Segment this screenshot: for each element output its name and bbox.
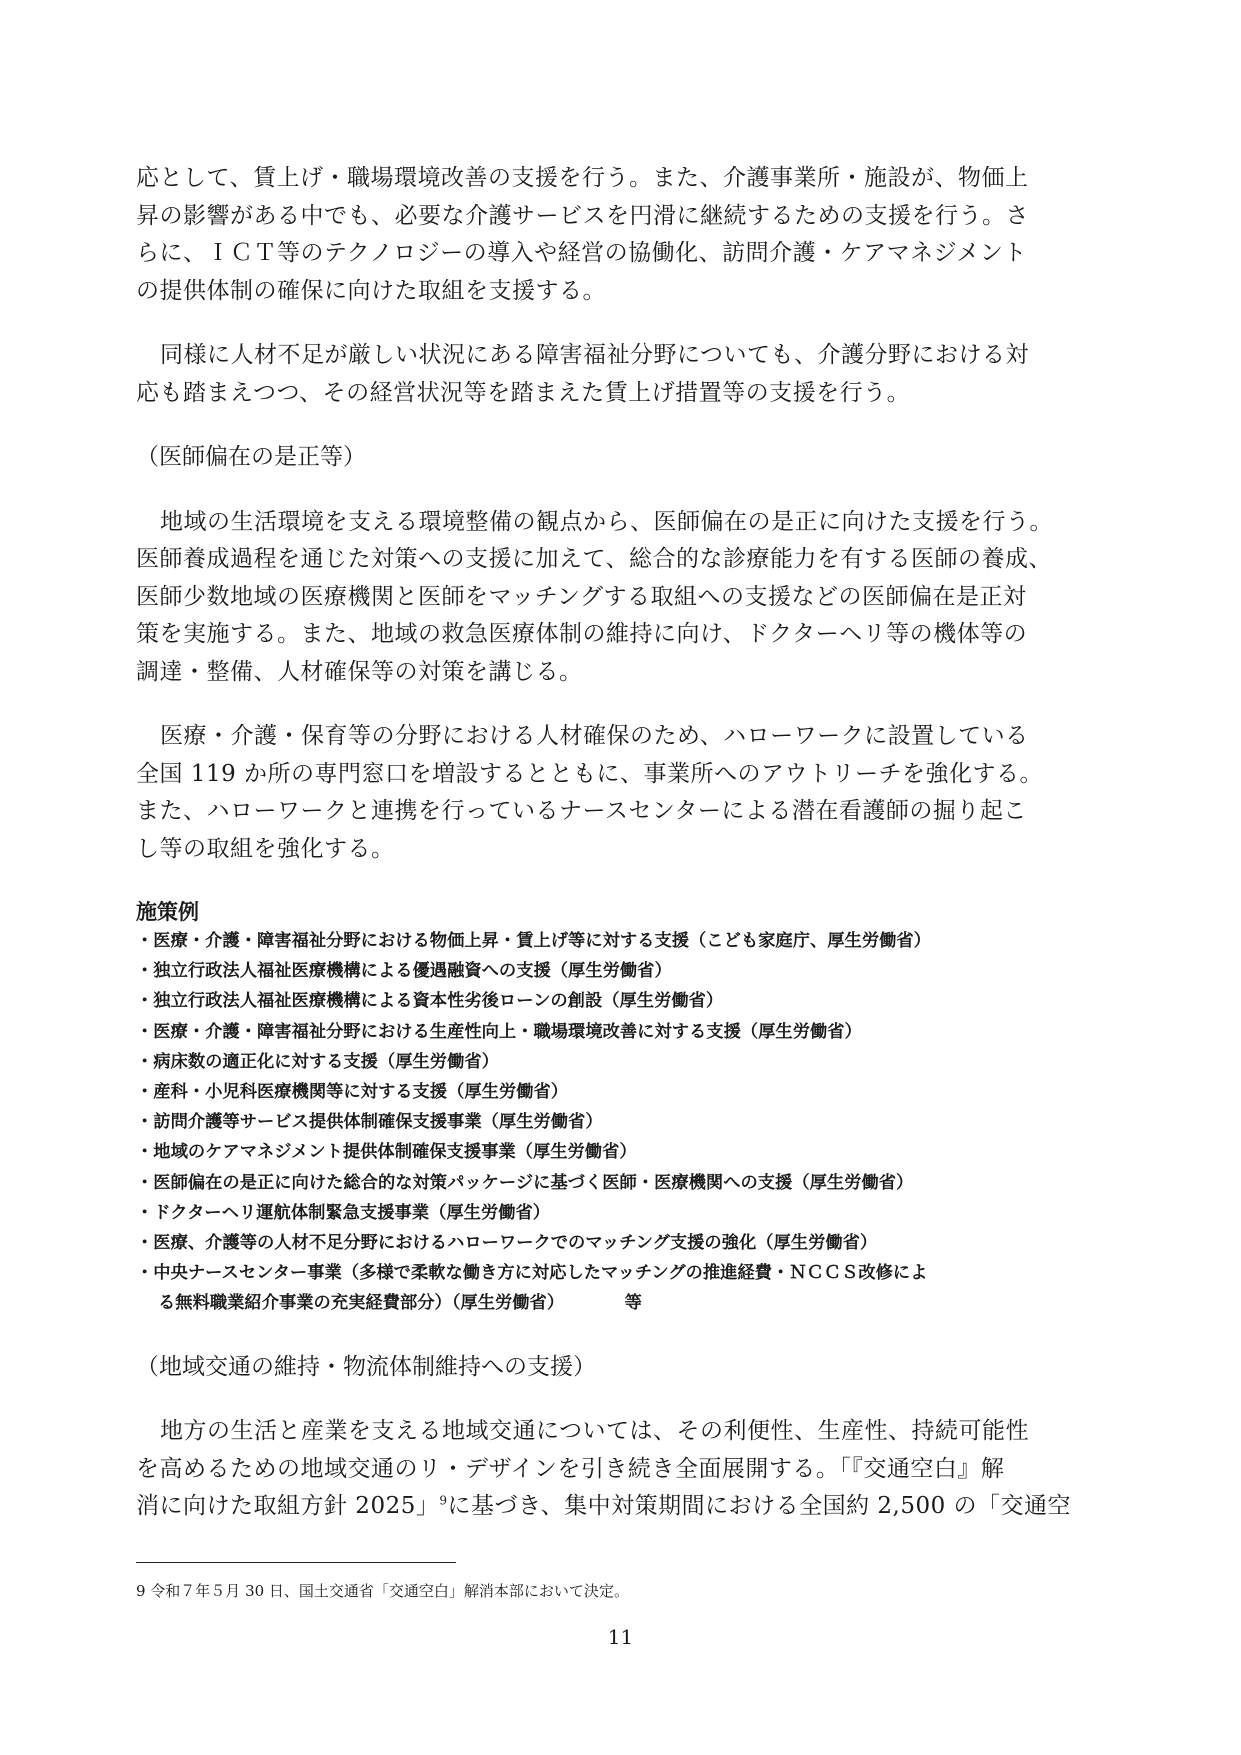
list-item: ・独立行政法人福祉医療機構による優遇融資への支援（厚生労働省）: [136, 961, 672, 982]
footnote-divider: [136, 1562, 456, 1563]
measures-list: [136, 926, 1116, 1319]
list-item: ・訪問介護等サービス提供体制確保支援事業（厚生労働省）: [136, 1112, 603, 1133]
footnote-reference: 9: [439, 1493, 448, 1508]
list-item: ・病床数の適正化に対する支援（厚生労働省）: [136, 1051, 499, 1072]
paragraph-regional-transport: 地方の生活と産業を支える地域交通については、その利便性、生産性、持続可能性 を高めるための地域交通のリ・デザインを引き続き全面展開する。「『交通空白』解 消に向けた取組方針 2025」$^9$に基づき、集中対策期間における全国約 2,500 の「交通空: [136, 1418, 1072, 1520]
list-item-continuation: る無料職業紹介事業の充実経費部分）（厚生労働省） 等: [158, 1293, 642, 1314]
section-heading-doctor-distribution: （医師偏在の是正等）: [136, 444, 366, 470]
list-item: ・ドクターヘリ運航体制緊急支援事業（厚生労働省）: [136, 1202, 551, 1223]
paragraph-disability-welfare: 同様に人材不足が厳しい状況にある障害福祉分野についても、介護分野における対 応も踏まえつつ、その経営状況等を踏まえた賃上げ措置等の支援を行う。: [136, 342, 1030, 406]
list-item: ・中央ナースセンター事業（多様で柔軟な働き方に対応したマッチングの推進経費・ＮＣＣＳ改修によ: [136, 1263, 928, 1284]
footnote: 9 令和７年５月 30 日、国土交通省「交通空白」解消本部において決定。: [136, 1582, 629, 1600]
list-item: ・地域のケアマネジメント提供体制確保支援事業（厚生労働省）: [136, 1142, 637, 1163]
document-body: [136, 160, 1116, 1526]
list-item: ・産科・小児科医療機関等に対する支援（厚生労働省）: [136, 1082, 569, 1103]
list-item: ・医療・介護・障害福祉分野における生産性向上・職場環境改善に対する支援（厚生労働省）: [136, 1021, 862, 1042]
list-item: ・独立行政法人福祉医療機構による資本性劣後ローンの創設（厚生労働省）: [136, 991, 724, 1012]
section-heading-regional-transport: （地域交通の維持・物流体制維持への支援）: [136, 1353, 596, 1380]
page-number: 11: [607, 1625, 634, 1649]
paragraph-care-support: 応として、賃上げ・職場環境改善の支援を行う。また、介護事業所・施設が、物価上 昇の影響がある中でも、必要な介護サービスを円滑に継続するための支援を行う。さ らに、ＩＣＴ等のテクノロジーの導入や経営の協働化、訪問介護・ケアマネジメント の提供体制の確保に向けた取組を支援する。: [136, 165, 1029, 304]
list-item: ・医師偏在の是正に向けた総合的な対策パッケージに基づく医師・医療機関への支援（厚生労働省）: [136, 1172, 914, 1193]
paragraph-doctor-distribution: 地域の生活環境を支える環境整備の観点から、医師偏在の是正に向けた支援を行う。 医師養成過程を通じた対策への支援に加えて、総合的な診療能力を有する医師の養成、 医師少数地域の医療機関と医師をマッチングする取組への支援などの医師偏在是正対 策を実施する。また、地域の救急医療体制の維持に向け、ドクターヘリ等の機体等の 調達・整備、人材確保等の対策を講じる。: [136, 508, 1053, 685]
list-item: ・医療、介護等の人材不足分野におけるハローワークでのマッチング支援の強化（厚生労働省）: [136, 1233, 878, 1254]
paragraph-hello-work: 医療・介護・保育等の分野における人材確保のため、ハローワークに設置している 全国 119 か所の専門窓口を増設するとともに、事業所へのアウトリーチを強化する。 また、ハローワークと連携を行っているナースセンターによる潜在看護師の掘り起こ し等の取組を強化する。: [136, 723, 1044, 862]
list-item: ・医療・介護・障害福祉分野における物価上昇・賃上げ等に対する支援（こども家庭庁、厚生労働省）: [136, 931, 931, 951]
measures-title: 施策例: [136, 900, 199, 924]
